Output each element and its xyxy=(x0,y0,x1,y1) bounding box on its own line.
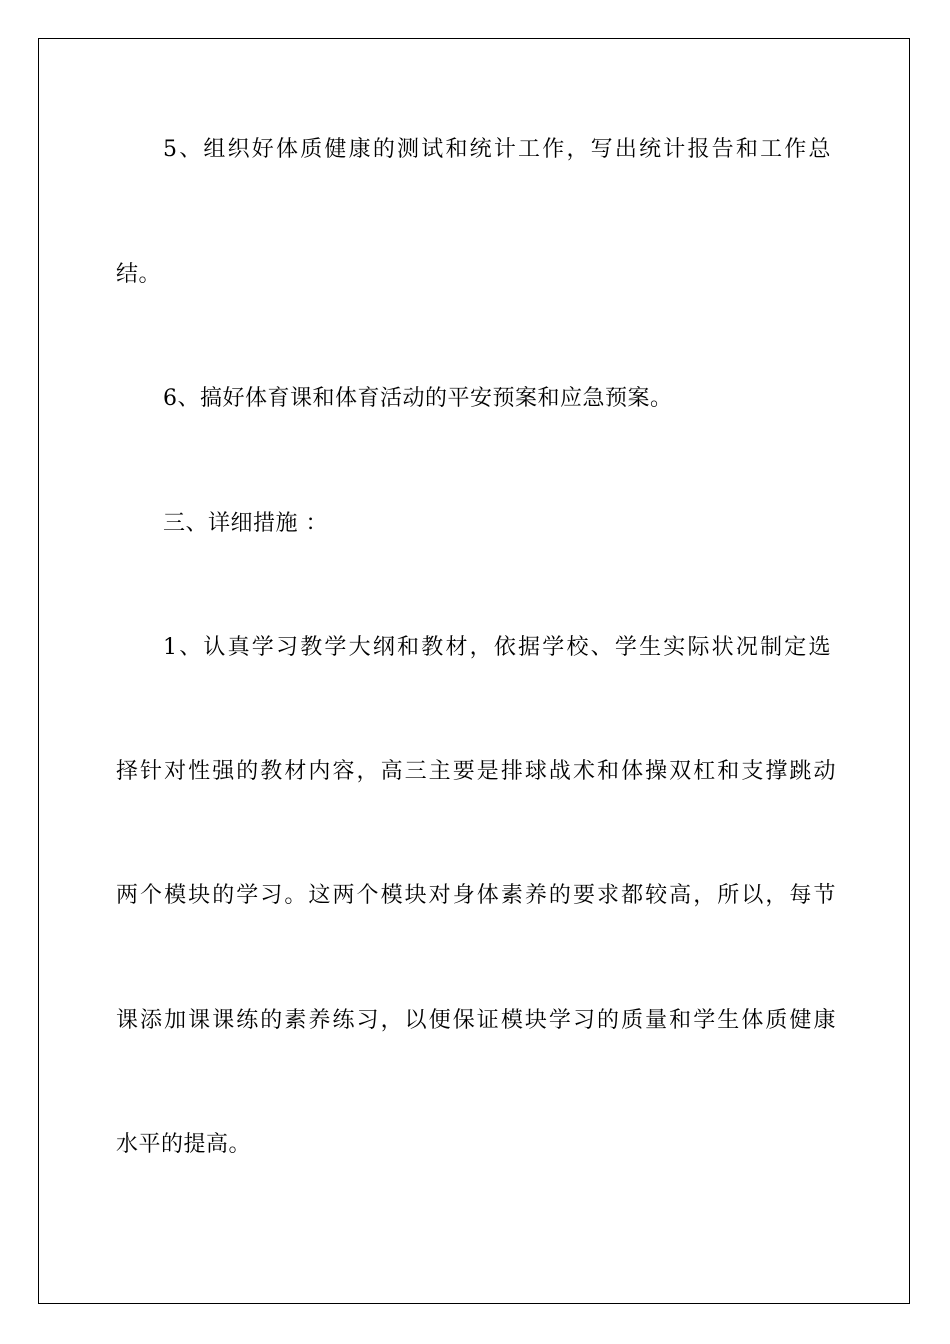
paragraph-1-line-5: 水平的提高。 xyxy=(116,1132,252,1157)
page-frame xyxy=(38,38,910,1304)
paragraph-1-line-1: 1、认真学习教学大纲和教材，依据学校、学生实际状况制定选 xyxy=(163,635,831,660)
paragraph-1-line-2: 择针对性强的教材内容，高三主要是排球战术和体操双杠和支撑跳动 xyxy=(116,759,836,784)
paragraph-5-line-2: 结。 xyxy=(116,262,162,287)
paragraph-5-line-1: 5、组织好体质健康的测试和统计工作，写出统计报告和工作总 xyxy=(163,137,831,162)
section-heading-measures: 三、详细措施 ： xyxy=(163,511,328,536)
paragraph-1-line-4: 课添加课课练的素养练习，以便保证模块学习的质量和学生体质健康 xyxy=(116,1008,836,1033)
paragraph-6: 6、搞好体育课和体育活动的平安预案和应急预案。 xyxy=(163,386,673,411)
paragraph-1-line-3: 两个模块的学习。这两个模块对身体素养的要求都较高，所以，每节 xyxy=(116,883,836,908)
